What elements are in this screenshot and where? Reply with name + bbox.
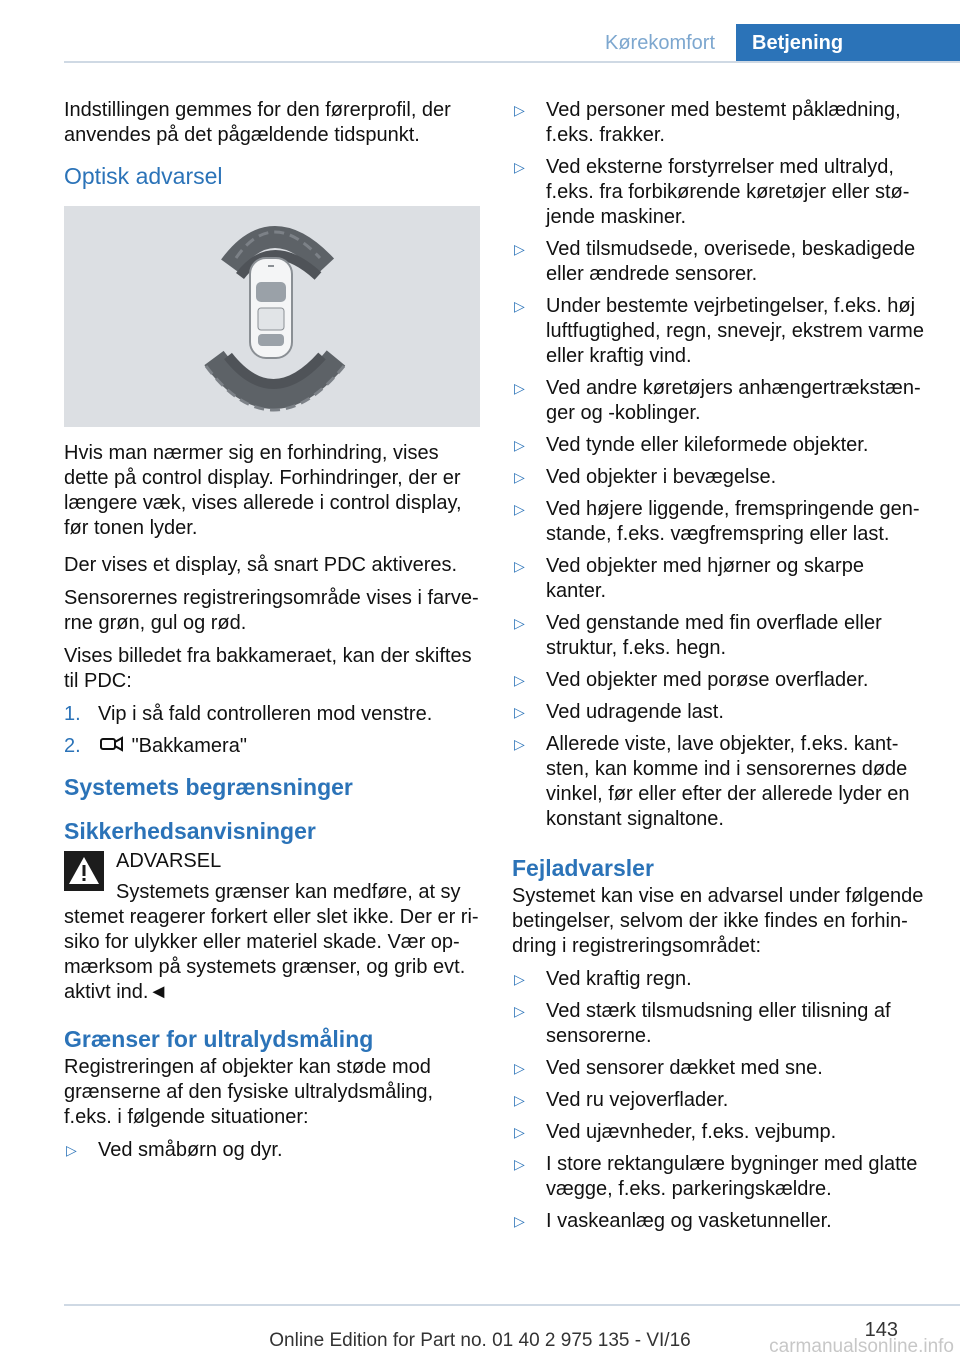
- list-item-text: Ved tynde eller kileformede objekter.: [546, 434, 869, 456]
- list-item-text: I vaskeanlæg og vasketunneller.: [546, 1210, 832, 1232]
- triangle-bullet-icon: ▷: [514, 971, 525, 987]
- warning-text-first: Systemets grænser kan medføre, at sy: [116, 881, 461, 904]
- list-item-text: Ved eksterne forstyrrelser med ultralyd, f.eks. fra forbikørende køretøjer eller støjende maskiner.: [546, 156, 910, 228]
- heading-system-limits: Systemets begrænsninger: [64, 774, 353, 801]
- step-text: Vip i så fald controlleren mod venstre.: [98, 703, 433, 725]
- camera-symbol-icon: [98, 734, 126, 759]
- list-item: [512, 1120, 928, 1145]
- warning-block: [64, 849, 480, 1005]
- header-divider: [64, 61, 960, 63]
- list-item-text: Ved andre køretøjers anhængertrækstænger og -koblinger.: [546, 377, 921, 424]
- warning-triangle-icon: [64, 851, 104, 891]
- list-item: [512, 376, 928, 426]
- edition-text: Online Edition for Part no. 01 40 2 975 135 - VI/16: [269, 1330, 691, 1351]
- list-item: [512, 1088, 928, 1113]
- triangle-bullet-icon: ▷: [514, 380, 525, 396]
- triangle-bullet-icon: ▷: [514, 501, 525, 517]
- list-item: [512, 155, 928, 230]
- warning-text-rest: stemet reagerer forkert eller slet ikke. Der er risiko for ulykker eller materiel skade. Vær opmærksom på systemets grænser, og grib evt. aktivt ind.◄: [64, 906, 479, 1004]
- list-item: [512, 433, 928, 458]
- list-item: [512, 465, 928, 490]
- ultrasonic-list: [64, 1138, 480, 1163]
- paragraph-camera: Vises billedet fra bakkameraet, kan der skiftes til PDC:: [64, 645, 472, 692]
- list-item-text: Ved stærk tilsmudsning eller tilisning af sensorerne.: [546, 1000, 891, 1047]
- paragraph-colors: Sensorernes registreringsområde vises i farverne grøn, gul og rød.: [64, 587, 479, 634]
- list-item-text: Ved objekter i bevægelse.: [546, 466, 777, 488]
- list-item-text: Ved ru vejoverflader.: [546, 1089, 729, 1111]
- list-item: [512, 668, 928, 693]
- list-item-text: Ved personer med bestemt påklædning, f.eks. frakker.: [546, 99, 901, 146]
- steps-list: [64, 702, 480, 759]
- left-column: [64, 98, 480, 1171]
- step-item: [64, 702, 480, 727]
- list-item-text: Ved udragende last.: [546, 701, 724, 723]
- list-item: [512, 1056, 928, 1081]
- triangle-bullet-icon: ▷: [66, 1142, 77, 1159]
- triangle-bullet-icon: ▷: [514, 672, 525, 688]
- list-item: [512, 999, 928, 1049]
- list-item: [512, 294, 928, 369]
- list-item-text: I store rektangulære bygninger med glatte vægge, f.eks. parkeringskældre.: [546, 1153, 918, 1200]
- triangle-bullet-icon: ▷: [514, 102, 525, 118]
- heading-ultrasonic-limits: Grænser for ultralydsmåling: [64, 1026, 374, 1053]
- list-item-text: Ved objekter med porøse overflader.: [546, 669, 869, 691]
- paragraph-approach: Hvis man nærmer sig en forhindring, vises dette på control display. Forhindringer, der er længere væk, vises allerede i control display, før tonen lyder.: [64, 442, 462, 539]
- list-item: [64, 1138, 480, 1163]
- right-column: [512, 98, 928, 1242]
- step-text: "Bakkamera": [131, 735, 247, 757]
- list-item-text: Ved højere liggende, fremspringende genstande, f.eks. vægfremspring eller last.: [546, 498, 920, 545]
- triangle-bullet-icon: ▷: [514, 1003, 525, 1019]
- paragraph-display: Der vises et display, så snart PDC aktiveres.: [64, 554, 458, 576]
- triangle-bullet-icon: ▷: [514, 241, 525, 257]
- list-item: [512, 497, 928, 547]
- pdc-display-image: [64, 206, 480, 427]
- list-item-text: Ved genstande med fin overflade eller struktur, f.eks. hegn.: [546, 612, 882, 659]
- list-item-text: Ved kraftig regn.: [546, 968, 692, 990]
- list-item: [512, 700, 928, 725]
- list-item: [512, 967, 928, 992]
- page-number: 143: [864, 1319, 898, 1341]
- list-item-text: Under bestemte vejrbetingelser, f.eks. høj luftfugtighed, regn, snevejr, ekstrem varme eller kraftig vind.: [546, 295, 924, 367]
- triangle-bullet-icon: ▷: [514, 1156, 525, 1172]
- list-item: [512, 611, 928, 661]
- list-item: [512, 1152, 928, 1202]
- list-item-text: Ved objekter med hjørner og skarpe kanter.: [546, 555, 864, 602]
- paragraph-ultrasonic: Registreringen af objekter kan støde mod grænserne af den fysiske ultralydsmåling, f.eks. i følgende situationer:: [64, 1056, 434, 1129]
- pdc-car-illustration: [64, 206, 480, 427]
- watermark-text: carmanualsonline.info: [769, 1336, 954, 1357]
- triangle-bullet-icon: ▷: [514, 298, 525, 314]
- footer-divider: [64, 1304, 960, 1306]
- intro-paragraph: Indstillingen gemmes for den førerprofil, der anvendes på det pågældende tidspunkt.: [64, 99, 451, 146]
- paragraph-fault: Systemet kan vise en advarsel under følgende betingelser, selvom der ikke findes en forhindring i registreringsområdet:: [512, 885, 924, 957]
- list-item: [512, 1209, 928, 1234]
- triangle-bullet-icon: ▷: [514, 704, 525, 720]
- triangle-bullet-icon: ▷: [514, 469, 525, 485]
- heading-fault-warnings: Fejladvarsler: [512, 855, 654, 881]
- triangle-bullet-icon: ▷: [514, 615, 525, 631]
- triangle-bullet-icon: ▷: [514, 159, 525, 175]
- list-item-text: Allerede viste, lave objekter, f.eks. kantsten, kan komme ind i sensorernes døde vinkel, før eller efter der allerede lyder en konstant signaltone.: [546, 733, 910, 830]
- triangle-bullet-icon: ▷: [514, 437, 525, 453]
- tab-betjening[interactable]: Betjening: [736, 24, 960, 62]
- list-item: [512, 237, 928, 287]
- heading-safety: Sikkerhedsanvisninger: [64, 818, 316, 845]
- triangle-bullet-icon: ▷: [514, 1213, 525, 1229]
- warning-title: ADVARSEL: [116, 850, 222, 873]
- list-item: [512, 554, 928, 604]
- list-item: [512, 732, 928, 832]
- list-item-text: Ved ujævnheder, f.eks. vejbump.: [546, 1121, 837, 1143]
- fault-list: [512, 967, 928, 1234]
- step-item: [64, 734, 480, 759]
- situations-list: [512, 98, 928, 832]
- triangle-bullet-icon: ▷: [514, 1124, 525, 1140]
- list-item-text: Ved tilsmudsede, overisede, beskadigede eller ændrede sensorer.: [546, 238, 916, 285]
- triangle-bullet-icon: ▷: [514, 1060, 525, 1076]
- header-tabs: [584, 24, 960, 62]
- tab-korekomfort[interactable]: Kørekomfort: [604, 32, 716, 54]
- heading-optisk-advarsel: Optisk advarsel: [64, 163, 223, 189]
- list-item-text: Ved sensorer dækket med sne.: [546, 1057, 823, 1079]
- step-number: 2.: [64, 735, 81, 757]
- triangle-bullet-icon: ▷: [514, 558, 525, 574]
- triangle-bullet-icon: ▷: [514, 1092, 525, 1108]
- step-number: 1.: [64, 703, 81, 725]
- list-item: [512, 98, 928, 148]
- triangle-bullet-icon: ▷: [514, 736, 525, 752]
- list-item-text: Ved småbørn og dyr.: [98, 1139, 283, 1162]
